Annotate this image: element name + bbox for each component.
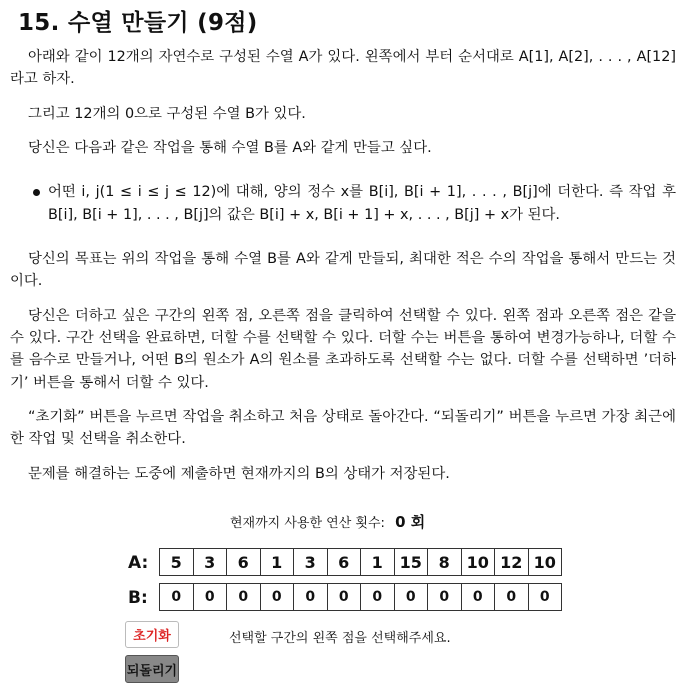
paragraph-instructions: 당신은 더하고 싶은 구간의 왼쪽 점, 오른쪽 점을 클릭하여 선택할 수 있다. 왼쪽 점과 오른쪽 점은 같을 수 있다. 구간 선택을 완료하면, 더할 수를 선택할 수 있다. 더할 수는 버튼을 통하여 변경가능하나, 더할 수를 음수로 만들거나, 어떤 B의 원소가 A의 원소를 초과하도록 선택할 수는 없다. 더할 수를 선택하면 ’더하기’ 버튼을 통해서 더할 수 있다. <box>10 307 676 391</box>
sequence-a-cell: 3 <box>194 549 228 575</box>
sequence-a-cell: 5 <box>160 549 194 575</box>
sequence-a-cell: 12 <box>495 549 529 575</box>
sequence-b-cell[interactable]: 0 <box>462 584 496 610</box>
paragraph-submit: 문제를 해결하는 도중에 제출하면 현재까지의 B의 상태가 저장된다. <box>28 465 450 482</box>
reset-button[interactable]: 초기화 <box>125 621 179 648</box>
sequence-a-row <box>159 548 562 576</box>
sequence-b-cell[interactable]: 0 <box>395 584 429 610</box>
paragraph-goal: 당신은 다음과 같은 작업을 통해 수열 B를 A와 같게 만들고 싶다. <box>28 139 432 156</box>
sequence-b-cell[interactable]: 0 <box>495 584 529 610</box>
sequence-b-cell[interactable]: 0 <box>428 584 462 610</box>
paragraph-objective: 당신의 목표는 위의 작업을 통해 수열 B를 A와 같게 만들되, 최대한 적은 수의 작업을 통해서 만드는 것이다. <box>10 250 676 290</box>
sequence-b-cell[interactable]: 0 <box>539 589 550 605</box>
page-title: 15. 수열 만들기 (9점) <box>18 10 258 36</box>
operation-description: 어떤 i, j(1 ≤ i ≤ j ≤ 12)에 대해, 양의 정수 x를 B[i], B[i + 1], . . . , B[j]에 더한다. 즉 작업 후 B[i], B[i + 1], . . . , B[j]의 값은 B[i] + x, B[i + 1] + x, . . . , B[j] + x가 된다. <box>48 181 676 226</box>
sequence-a-cell: 8 <box>428 549 462 575</box>
sequence-b-cell[interactable]: 0 <box>160 584 194 610</box>
sequence-b-row <box>159 583 562 611</box>
paragraph-intro: 아래와 같이 12개의 자연수로 구성된 수열 A가 있다. 왼쪽에서 부터 순서대로 A[1], A[2], . . . , A[12]라고 하자. <box>10 49 676 88</box>
sequence-b-cell[interactable]: 0 <box>328 584 362 610</box>
paragraph-buttons: “초기화” 버튼을 누르면 작업을 취소하고 처음 상태로 돌아간다. “되돌리기” 버튼을 누르면 가장 최근에 한 작업 및 선택을 취소한다. <box>10 408 676 448</box>
sequence-b-cell[interactable]: 0 <box>361 584 395 610</box>
sequence-a-cell: 6 <box>227 549 261 575</box>
operation-list <box>10 181 676 226</box>
sequence-a-cell: 3 <box>294 549 328 575</box>
sequence-a-cell: 10 <box>462 549 496 575</box>
status-message: 선택할 구간의 왼쪽 점을 선택해주세요. <box>229 631 451 646</box>
problem-statement <box>10 46 676 497</box>
sequence-a-label: A: <box>128 553 149 573</box>
sequence-a-cell: 15 <box>395 549 429 575</box>
sequence-a-cell: 6 <box>328 549 362 575</box>
paragraph-sequence-b: 그리고 12개의 0으로 구성된 수열 B가 있다. <box>28 105 306 122</box>
sequence-b-label: B: <box>128 588 148 608</box>
sequence-a-cell: 10 <box>533 552 556 572</box>
sequence-b-cell[interactable]: 0 <box>227 584 261 610</box>
sequence-a-cell: 1 <box>361 549 395 575</box>
undo-button[interactable]: 되돌리기 <box>125 655 179 683</box>
sequence-b-cell[interactable]: 0 <box>194 584 228 610</box>
counter-label: 현재까지 사용한 연산 횟수: <box>230 516 385 531</box>
sequence-b-cell[interactable]: 0 <box>261 584 295 610</box>
sequence-a-cell: 1 <box>261 549 295 575</box>
operation-counter <box>230 511 425 532</box>
counter-value: 0 회 <box>395 513 426 531</box>
sequence-b-cell[interactable]: 0 <box>294 584 328 610</box>
